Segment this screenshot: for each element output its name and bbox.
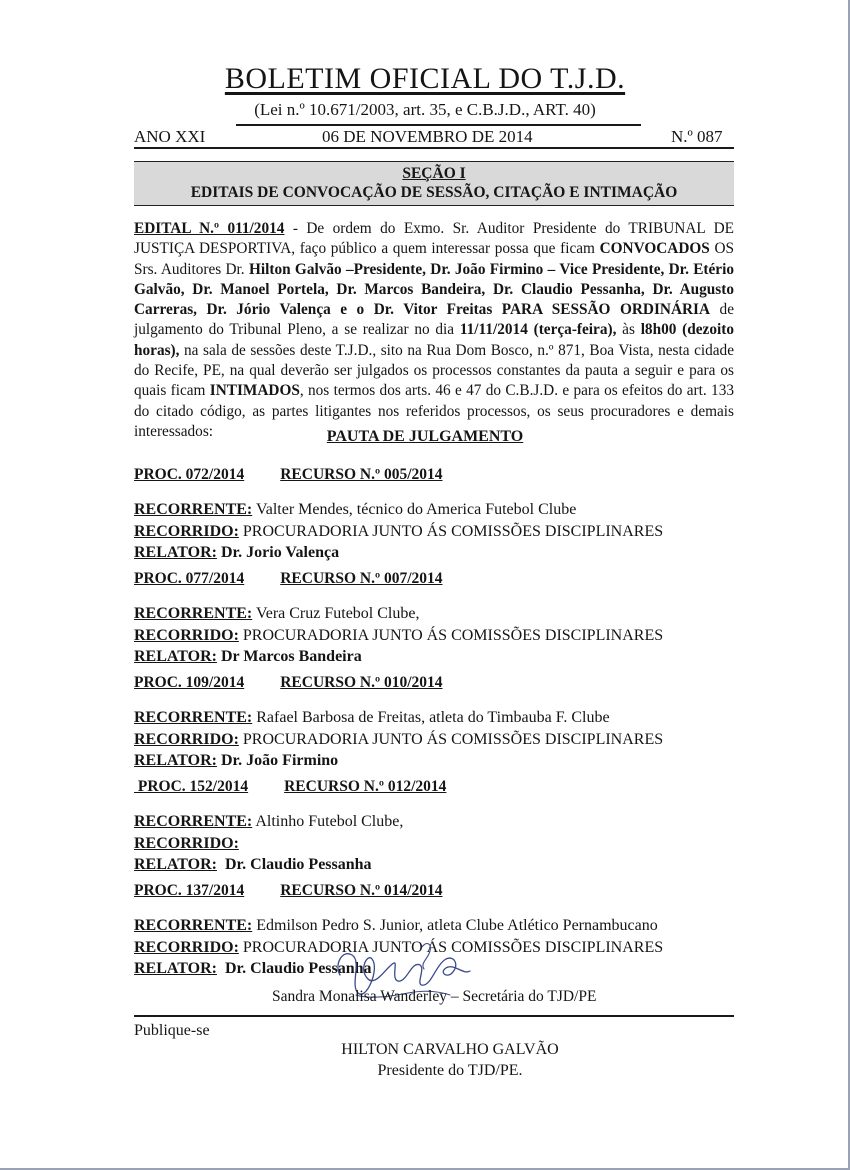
proc-number: PROC. 137/2014 [134,882,245,899]
section-banner [134,161,734,206]
recorrente-value: Valter Mendes, técnico do America Futebol Clube [252,501,577,518]
recorrente-row [134,499,744,521]
relator-row [134,542,744,564]
recorrente-label: RECORRENTE: [134,501,253,518]
relator-row [134,646,744,668]
relator-label: RELATOR: [134,960,217,977]
proc-number: PROC. 077/2014 [134,570,245,587]
relator-label: RELATOR: [134,856,217,873]
case-header [134,464,744,486]
footer-rule [134,1015,734,1017]
recorrido-value: PROCURADORIA JUNTO ÁS COMISSÕES DISCIPLINARES [238,730,664,748]
recorrente-label: RECORRENTE: [134,917,253,934]
relator-label: RELATOR: [134,752,217,769]
recorrido-label: RECORRIDO: [134,626,239,644]
recorrente-value: Altinho Futebol Clube, [252,813,404,830]
recurso-number: RECURSO N.º 014/2014 [280,882,443,899]
case-block [134,776,744,876]
recorrente-label: RECORRENTE: [134,605,253,622]
case-header [134,672,744,694]
recorrido-label: RECORRIDO: [134,938,239,956]
recorrido-row [134,521,744,543]
recorrido-label: RECORRIDO: [134,730,239,748]
recorrente-row [134,707,744,729]
relator-row [134,854,744,876]
pauta-title: PAUTA DE JULGAMENTO [326,428,524,445]
recurso-number: RECURSO N.º 012/2014 [284,778,447,795]
relator-label: RELATOR: [134,648,217,665]
case-header [134,776,744,798]
recorrente-value: Vera Cruz Futebol Clube, [252,605,420,622]
recurso-number: RECURSO N.º 005/2014 [280,466,443,483]
bulletin-subtitle: (Lei n.º 10.671/2003, art. 35, e C.B.J.D., ART. 40) [254,100,596,119]
section-name: SEÇÃO I [402,165,466,182]
relator-value: Dr. Jorio Valença [216,544,340,561]
recurso-number: RECURSO N.º 007/2014 [280,570,443,587]
edital-text: às [616,321,641,339]
relator-value: Dr. Claudio Pessanha [216,960,372,977]
bulletin-title: BOLETIM OFICIAL DO T.J.D. [224,62,626,95]
proc-number: PROC. 109/2014 [134,674,245,691]
case-block [134,568,744,668]
relator-value: Dr. João Firmino [216,752,339,769]
recorrido-row [134,833,744,855]
edital-text: - De ordem do Exmo. Sr. Auditor Presidente do TRIBUNAL DE JUSTIÇA DESPORTIVA, faço público a quem interessar possa que ficam [134,220,734,258]
edital-text: na sala de sessões deste T.J.D., sito na Rua Dom Bosco, n.º 871, Boa Vista, nesta cidade do Recife, PE, na qual deverão ser julgados os processos constantes da pauta a seguir e para os quais ficam [134,341,734,400]
edital-text: OS Srs. Auditores Dr. [134,240,734,278]
president-name: HILTON CARVALHO GALVÃO [341,1041,559,1058]
secretary-signatory: Sandra Monalisa Wanderley – Secretária do TJD/PE [272,988,597,1005]
recorrido-row [134,625,744,647]
edital-auditors: Hilton Galvão –Presidente, Dr. João Firmino – Vice Presidente, Dr. Etério Galvão, Dr. Manoel Portela, Dr. Marcos Bandeira, Dr. Claudio Pessanha, Dr. Augusto Carreras, Dr. Jório Valença e o Dr. Vitor Freitas PARA SESSÃO ORDINÁRIA [134,260,734,319]
edital-paragraph [134,219,734,442]
recorrido-value: PROCURADORIA JUNTO ÁS COMISSÕES DISCIPLINARES [238,938,664,956]
case-header [134,568,744,590]
president-title: Presidente do TJD/PE. [377,1062,523,1079]
proc-number: PROC. 152/2014 [134,778,249,795]
recorrente-row [134,811,744,833]
header-rule-top [236,124,641,126]
edital-session-date: 11/11/2014 (terça-feira), [459,321,617,339]
relator-label: RELATOR: [134,544,217,561]
recorrente-row [134,603,744,625]
edital-session-time: l8h00 (dezoito horas), [134,321,734,359]
edital-reference: EDITAL N.º 011/2014 [134,220,285,237]
issue-number: N.º 087 [671,127,723,146]
relator-value: Dr Marcos Bandeira [216,648,362,665]
recorrido-value: PROCURADORIA JUNTO ÁS COMISSÕES DISCIPLINARES [238,522,664,540]
edital-text: de julgamento do Tribunal Pleno, a se realizar no dia [134,301,734,339]
recorrido-value: PROCURADORIA JUNTO ÁS COMISSÕES DISCIPLINARES [238,626,664,644]
date-label: 06 DE NOVEMBRO DE 2014 [322,127,533,146]
recorrido-row [134,729,744,751]
edital-intimados: INTIMADOS [209,382,300,400]
case-block [134,464,744,564]
proc-number: PROC. 072/2014 [134,466,245,483]
header-rule-bottom [134,147,734,149]
recorrido-label: RECORRIDO: [134,834,239,852]
year-label: ANO XXI [134,127,206,146]
case-header [134,880,744,902]
recorrente-value: Edmilson Pedro S. Junior, atleta Clube Atlético Pernambucano [252,917,658,934]
recorrente-label: RECORRENTE: [134,813,253,830]
relator-value: Dr. Claudio Pessanha [216,856,372,873]
case-block [134,672,744,772]
recorrente-row [134,915,744,937]
recorrente-value: Rafael Barbosa de Freitas, atleta do Timbauba F. Clube [252,709,610,726]
publique-label: Publique-se [134,1022,210,1039]
recorrente-label: RECORRENTE: [134,709,253,726]
recurso-number: RECURSO N.º 010/2014 [280,674,443,691]
recorrido-label: RECORRIDO: [134,522,239,540]
edital-convocados: CONVOCADOS [599,240,710,258]
edital-text: , nos termos dos arts. 46 e 47 do C.B.J.D. e para os efeitos do art. 133 do citado código, as partes litigantes nos referidos processos, os seus procuradores e demais interessados: [134,382,734,440]
relator-row [134,750,744,772]
section-heading: EDITAIS DE CONVOCAÇÃO DE SESSÃO, CITAÇÃO E INTIMAÇÃO [190,184,678,201]
